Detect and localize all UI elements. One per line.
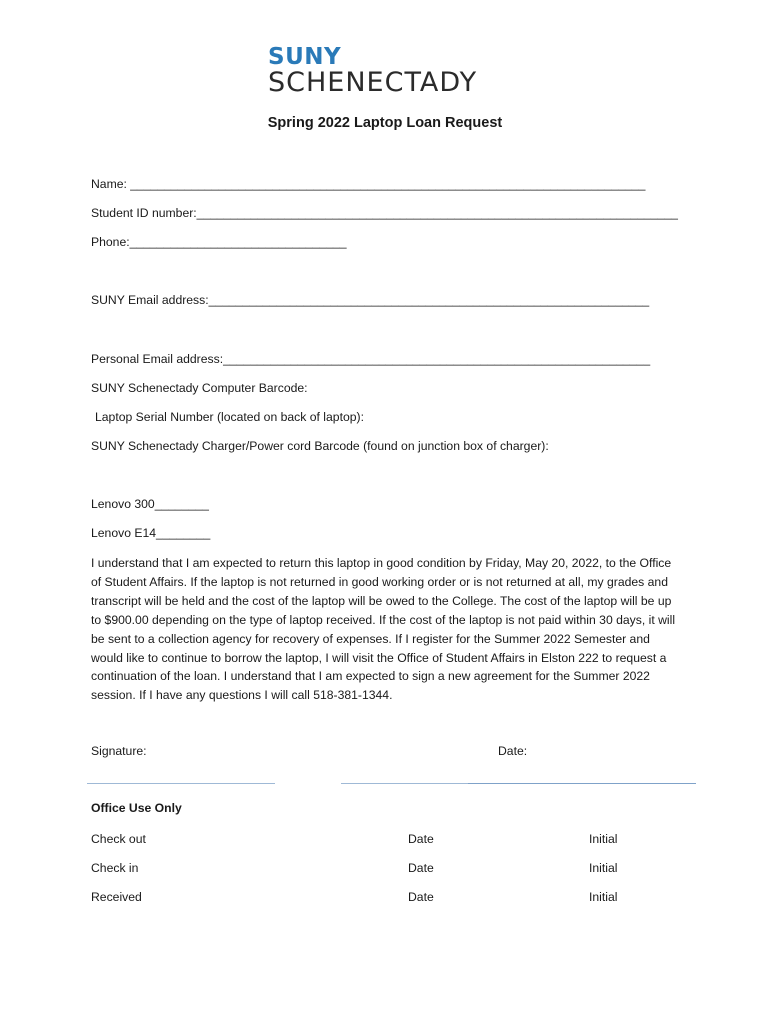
name-field[interactable]: Name: ____________________________________________________________________________ <box>91 177 646 191</box>
charger-barcode-field[interactable]: SUNY Schenectady Charger/Power cord Barcode (found on junction box of charger): <box>91 439 549 453</box>
office-row-checkin-label: Check in <box>91 861 139 875</box>
date-rule <box>468 783 696 784</box>
logo-schenectady: SCHENECTADY <box>268 67 478 98</box>
office-row-checkin-initial: Initial <box>589 861 618 875</box>
office-row-checkin-date: Date <box>408 861 434 875</box>
student-id-field[interactable]: Student ID number:_______________________________________________________________________ <box>91 206 678 220</box>
office-row-received-initial: Initial <box>589 890 618 904</box>
agreement-text: I understand that I am expected to return this laptop in good condition by Friday, May 20, 2022, to the Office of Student Affairs. If the laptop is not returned in good working order or is not returned at all, my grades and transcript will be held and the cost of the laptop will be owed to the College. The cost of the laptop will be up to $900.00 depending on the type of laptop received. If the cost of the laptop is not paid within 30 days, it will be sent to a collection agency for recovery of expenses. If I register for the Summer 2022 Semester and would like to continue to borrow the laptop, I will visit the Office of Student Affairs in Elston 222 to request a continuation of the loan. I understand that I am expected to sign a new agreement for the Summer 2022 session. If I have any questions I will call 518-381-1344. <box>91 556 676 703</box>
office-row-checkout-initial: Initial <box>589 832 618 846</box>
office-row-checkout-label: Check out <box>91 832 146 846</box>
suny-schenectady-logo <box>268 44 477 98</box>
personal-email-field[interactable]: Personal Email address:_______________________________________________________________ <box>91 352 651 366</box>
signature-rule-2 <box>341 783 469 784</box>
signature-rule-1 <box>87 783 275 784</box>
date-label[interactable]: Date: <box>498 744 528 758</box>
form-title: Spring 2022 Laptop Loan Request <box>267 115 503 131</box>
suny-email-field[interactable]: SUNY Email address:_________________________________________________________________ <box>91 293 650 307</box>
phone-field[interactable]: Phone:________________________________ <box>91 235 347 249</box>
lenovo-e14-option[interactable]: Lenovo E14________ <box>91 526 211 540</box>
office-use-title: Office Use Only <box>91 801 182 815</box>
office-row-checkout-date: Date <box>408 832 434 846</box>
lenovo-300-option[interactable]: Lenovo 300________ <box>91 497 209 511</box>
logo-suny: SUNY <box>268 44 342 70</box>
serial-number-field[interactable]: Laptop Serial Number (located on back of laptop): <box>95 410 364 424</box>
signature-label[interactable]: Signature: <box>91 744 147 758</box>
computer-barcode-field[interactable]: SUNY Schenectady Computer Barcode: <box>91 381 308 395</box>
office-row-received-date: Date <box>408 890 434 904</box>
office-row-received-label: Received <box>91 890 142 904</box>
